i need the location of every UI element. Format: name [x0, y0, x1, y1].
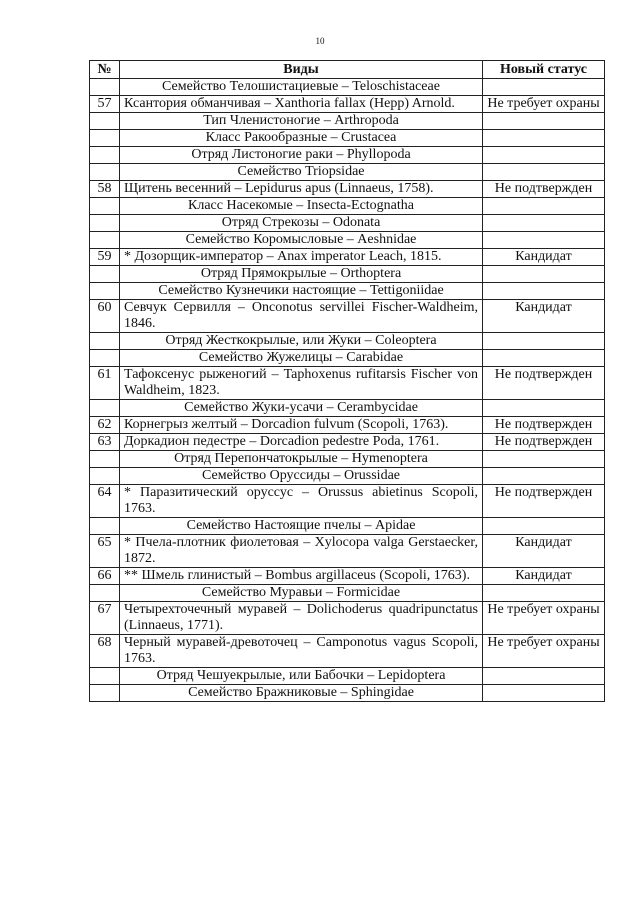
number-cell-empty	[90, 147, 120, 164]
taxon-group-row	[90, 400, 605, 417]
species-number: 59	[90, 249, 120, 266]
species-status: Кандидат	[483, 568, 605, 585]
taxon-group-row	[90, 215, 605, 232]
species-row	[90, 417, 605, 434]
species-name: * Дозорщик-император – Anax imperator Leach, 1815.	[120, 249, 483, 266]
number-cell-empty	[90, 164, 120, 181]
taxon-group-row	[90, 130, 605, 147]
species-name: Четырехточечный муравей – Dolichoderus quadripunctatus (Linnaeus, 1771).	[120, 602, 483, 635]
species-number: 61	[90, 367, 120, 400]
status-cell-empty	[483, 451, 605, 468]
species-status: Не подтвержден	[483, 181, 605, 198]
status-cell-empty	[483, 400, 605, 417]
species-name: * Пчела-плотник фиолетовая – Xylocopa valga Gerstaecker, 1872.	[120, 535, 483, 568]
number-cell-empty	[90, 400, 120, 417]
species-number: 65	[90, 535, 120, 568]
species-status: Не подтвержден	[483, 367, 605, 400]
taxon-group-row	[90, 585, 605, 602]
taxon-group-label: Отряд Перепончатокрылые – Hymenoptera	[120, 451, 483, 468]
taxon-group-label: Семейство Triopsidae	[120, 164, 483, 181]
header-new-status: Новый статус	[483, 61, 605, 79]
species-row	[90, 96, 605, 113]
species-number: 62	[90, 417, 120, 434]
taxon-group-row	[90, 518, 605, 535]
taxon-group-label: Отряд Прямокрылые – Orthoptera	[120, 266, 483, 283]
number-cell-empty	[90, 283, 120, 300]
header-number: №	[90, 61, 120, 79]
taxon-group-label: Семейство Оруссиды – Orussidae	[120, 468, 483, 485]
species-status: Кандидат	[483, 300, 605, 333]
number-cell-empty	[90, 113, 120, 130]
species-row	[90, 367, 605, 400]
status-cell-empty	[483, 668, 605, 685]
taxon-group-label: Семейство Коромысловые – Aeshnidae	[120, 232, 483, 249]
species-name: * Паразитический оруссус – Orussus abietinus Scopoli, 1763.	[120, 485, 483, 518]
taxon-group-label: Отряд Жесткокрылые, или Жуки – Coleoptera	[120, 333, 483, 350]
species-name: Тафоксенус рыженогий – Taphoxenus rufitarsis Fischer von Waldheim, 1823.	[120, 367, 483, 400]
species-status: Не требует охраны	[483, 602, 605, 635]
species-row	[90, 300, 605, 333]
status-cell-empty	[483, 333, 605, 350]
status-cell-empty	[483, 685, 605, 702]
number-cell-empty	[90, 333, 120, 350]
species-status: Кандидат	[483, 535, 605, 568]
taxon-group-label: Класс Ракообразные – Crustacea	[120, 130, 483, 147]
number-cell-empty	[90, 79, 120, 96]
species-number: 57	[90, 96, 120, 113]
taxon-group-label: Семейство Бражниковые – Sphingidae	[120, 685, 483, 702]
taxon-group-row	[90, 198, 605, 215]
status-cell-empty	[483, 130, 605, 147]
species-status: Кандидат	[483, 249, 605, 266]
species-row	[90, 602, 605, 635]
taxon-group-label: Тип Членистоногие – Arthropoda	[120, 113, 483, 130]
status-cell-empty	[483, 283, 605, 300]
status-cell-empty	[483, 147, 605, 164]
taxon-group-label: Отряд Листоногие раки – Phyllopoda	[120, 147, 483, 164]
number-cell-empty	[90, 215, 120, 232]
taxon-group-row	[90, 668, 605, 685]
species-row	[90, 249, 605, 266]
taxon-group-row	[90, 350, 605, 367]
status-cell-empty	[483, 198, 605, 215]
species-status: Не подтвержден	[483, 485, 605, 518]
status-cell-empty	[483, 113, 605, 130]
species-row	[90, 635, 605, 668]
species-status: Не подтвержден	[483, 434, 605, 451]
status-cell-empty	[483, 215, 605, 232]
species-name: Черный муравей-древоточец – Camponotus vagus Scopoli, 1763.	[120, 635, 483, 668]
species-name: Ксантория обманчивая – Xanthoria fallax (Hepp) Arnold.	[120, 96, 483, 113]
species-status-table	[89, 60, 605, 702]
taxon-group-label: Семейство Жужелицы – Carabidae	[120, 350, 483, 367]
number-cell-empty	[90, 130, 120, 147]
status-cell-empty	[483, 468, 605, 485]
species-number: 68	[90, 635, 120, 668]
number-cell-empty	[90, 266, 120, 283]
number-cell-empty	[90, 350, 120, 367]
species-status: Не подтвержден	[483, 417, 605, 434]
taxon-group-row	[90, 232, 605, 249]
taxon-group-row	[90, 333, 605, 350]
number-cell-empty	[90, 198, 120, 215]
taxon-group-label: Отряд Чешуекрылые, или Бабочки – Lepidoptera	[120, 668, 483, 685]
number-cell-empty	[90, 518, 120, 535]
table-header-row	[90, 61, 605, 79]
table-body	[90, 79, 605, 702]
taxon-group-row	[90, 468, 605, 485]
status-cell-empty	[483, 79, 605, 96]
status-cell-empty	[483, 164, 605, 181]
species-name: Доркадион педестре – Dorcadion pedestre Poda, 1761.	[120, 434, 483, 451]
number-cell-empty	[90, 468, 120, 485]
status-cell-empty	[483, 232, 605, 249]
species-number: 63	[90, 434, 120, 451]
taxon-group-row	[90, 266, 605, 283]
taxon-group-label: Семейство Кузнечики настоящие – Tettigoniidae	[120, 283, 483, 300]
species-number: 58	[90, 181, 120, 198]
taxon-group-row	[90, 79, 605, 96]
header-species: Виды	[120, 61, 483, 79]
taxon-group-label: Семейство Телошистациевые – Teloschistaceae	[120, 79, 483, 96]
species-name: Севчук Сервилля – Onconotus servillei Fischer-Waldheim, 1846.	[120, 300, 483, 333]
status-cell-empty	[483, 266, 605, 283]
taxon-group-label: Семейство Жуки-усачи – Cerambycidae	[120, 400, 483, 417]
species-name: ** Шмель глинистый – Bombus argillaceus (Scopoli, 1763).	[120, 568, 483, 585]
species-status: Не требует охраны	[483, 635, 605, 668]
number-cell-empty	[90, 232, 120, 249]
taxon-group-label: Класс Насекомые – Insecta-Ectognatha	[120, 198, 483, 215]
species-row	[90, 434, 605, 451]
species-name: Корнегрыз желтый – Dorcadion fulvum (Scopoli, 1763).	[120, 417, 483, 434]
species-row	[90, 181, 605, 198]
species-row	[90, 485, 605, 518]
taxon-group-label: Семейство Настоящие пчелы – Apidae	[120, 518, 483, 535]
status-cell-empty	[483, 585, 605, 602]
status-cell-empty	[483, 518, 605, 535]
taxon-group-row	[90, 147, 605, 164]
status-cell-empty	[483, 350, 605, 367]
taxon-group-row	[90, 685, 605, 702]
number-cell-empty	[90, 668, 120, 685]
taxon-group-row	[90, 164, 605, 181]
taxon-group-row	[90, 113, 605, 130]
page-number: 10	[315, 36, 325, 46]
number-cell-empty	[90, 685, 120, 702]
species-number: 60	[90, 300, 120, 333]
species-row	[90, 535, 605, 568]
number-cell-empty	[90, 585, 120, 602]
species-number: 64	[90, 485, 120, 518]
species-row	[90, 568, 605, 585]
species-name: Щитень весенний – Lepidurus apus (Linnaeus, 1758).	[120, 181, 483, 198]
taxon-group-label: Отряд Стрекозы – Odonata	[120, 215, 483, 232]
species-status: Не требует охраны	[483, 96, 605, 113]
taxon-group-row	[90, 283, 605, 300]
species-number: 66	[90, 568, 120, 585]
taxon-group-label: Семейство Муравьи – Formicidae	[120, 585, 483, 602]
number-cell-empty	[90, 451, 120, 468]
taxon-group-row	[90, 451, 605, 468]
species-number: 67	[90, 602, 120, 635]
